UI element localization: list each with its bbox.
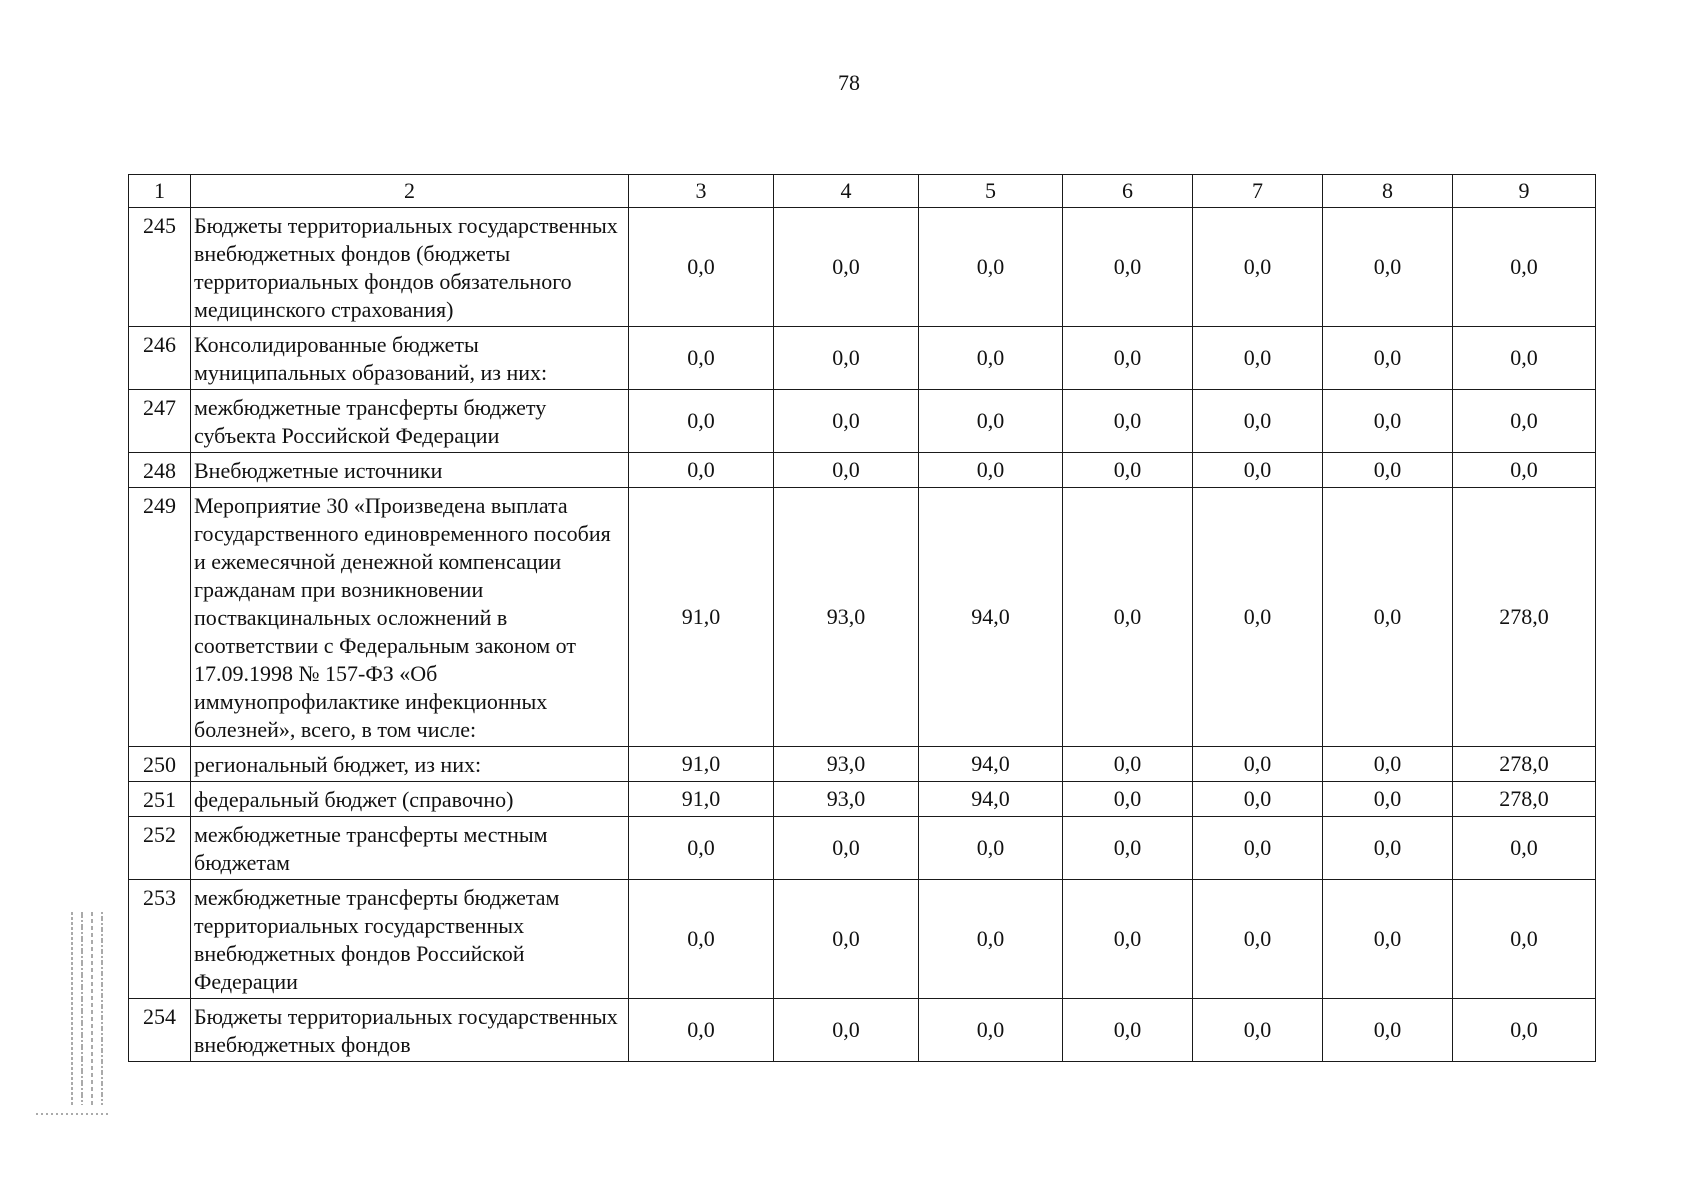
- value-cell-col-9: 0,0: [1453, 880, 1596, 999]
- row-name: межбюджетные трансферты бюджету субъекта Российской Федерации: [191, 390, 629, 453]
- value-cell-col-7: 0,0: [1193, 782, 1323, 817]
- row-number: 253: [129, 880, 191, 999]
- row-number: 250: [129, 747, 191, 782]
- value-cell-col-3: 0,0: [629, 880, 774, 999]
- value-cell-col-8: 0,0: [1323, 208, 1453, 327]
- value-cell-col-4: 0,0: [774, 817, 919, 880]
- row-number: 252: [129, 817, 191, 880]
- table-row: [129, 999, 1596, 1062]
- value-cell-col-9: 278,0: [1453, 488, 1596, 747]
- value-cell-col-5: 0,0: [919, 880, 1063, 999]
- value-cell-col-8: 0,0: [1323, 747, 1453, 782]
- value-cell-col-9: 278,0: [1453, 782, 1596, 817]
- value-cell-col-8: 0,0: [1323, 390, 1453, 453]
- table-row: [129, 208, 1596, 327]
- side-stamp-mark: [30, 900, 110, 1120]
- table-row: [129, 390, 1596, 453]
- row-number: 247: [129, 390, 191, 453]
- row-number: 251: [129, 782, 191, 817]
- value-cell-col-5: 0,0: [919, 208, 1063, 327]
- value-cell-col-8: 0,0: [1323, 782, 1453, 817]
- value-cell-col-5: 0,0: [919, 999, 1063, 1062]
- value-cell-col-4: 0,0: [774, 208, 919, 327]
- value-cell-col-6: 0,0: [1063, 488, 1193, 747]
- value-cell-col-6: 0,0: [1063, 747, 1193, 782]
- table-row: [129, 817, 1596, 880]
- column-header-6: 6: [1063, 175, 1193, 208]
- value-cell-col-4: 0,0: [774, 327, 919, 390]
- value-cell-col-4: 0,0: [774, 999, 919, 1062]
- value-cell-col-3: 91,0: [629, 488, 774, 747]
- value-cell-col-4: 93,0: [774, 488, 919, 747]
- column-header-2: 2: [191, 175, 629, 208]
- column-header-7: 7: [1193, 175, 1323, 208]
- value-cell-col-3: 0,0: [629, 453, 774, 488]
- value-cell-col-4: 93,0: [774, 782, 919, 817]
- row-number: 249: [129, 488, 191, 747]
- value-cell-col-8: 0,0: [1323, 327, 1453, 390]
- row-name: межбюджетные трансферты бюджетам территориальных государственных внебюджетных фондов Российской Федерации: [191, 880, 629, 999]
- row-name: региональный бюджет, из них:: [191, 747, 629, 782]
- header-row: [129, 175, 1596, 208]
- row-name: Мероприятие 30 «Произведена выплата государственного единовременного пособия и ежемесячной денежной компенсации гражданам при возникновении поствакцинальных осложнений в соответствии с Федеральным законом от 17.09.1998 № 157-ФЗ «Об иммунопрофилактике инфекционных болезней», всего, в том числе:: [191, 488, 629, 747]
- value-cell-col-8: 0,0: [1323, 999, 1453, 1062]
- value-cell-col-9: 0,0: [1453, 817, 1596, 880]
- table-header: [129, 175, 1596, 208]
- row-name: Бюджеты территориальных государственных внебюджетных фондов (бюджеты территориальных фондов обязательного медицинского страхования): [191, 208, 629, 327]
- value-cell-col-6: 0,0: [1063, 880, 1193, 999]
- table-row: [129, 488, 1596, 747]
- value-cell-col-3: 91,0: [629, 747, 774, 782]
- value-cell-col-4: 0,0: [774, 880, 919, 999]
- row-number: 248: [129, 453, 191, 488]
- value-cell-col-5: 94,0: [919, 782, 1063, 817]
- table-body: [129, 208, 1596, 1062]
- column-header-5: 5: [919, 175, 1063, 208]
- table-row: [129, 747, 1596, 782]
- value-cell-col-9: 278,0: [1453, 747, 1596, 782]
- value-cell-col-6: 0,0: [1063, 999, 1193, 1062]
- value-cell-col-7: 0,0: [1193, 817, 1323, 880]
- value-cell-col-3: 91,0: [629, 782, 774, 817]
- value-cell-col-5: 0,0: [919, 327, 1063, 390]
- row-number: 245: [129, 208, 191, 327]
- table-row: [129, 453, 1596, 488]
- value-cell-col-6: 0,0: [1063, 453, 1193, 488]
- page-number: 78: [838, 70, 860, 95]
- value-cell-col-6: 0,0: [1063, 208, 1193, 327]
- value-cell-col-4: 93,0: [774, 747, 919, 782]
- value-cell-col-6: 0,0: [1063, 817, 1193, 880]
- value-cell-col-3: 0,0: [629, 208, 774, 327]
- column-header-1: 1: [129, 175, 191, 208]
- value-cell-col-5: 94,0: [919, 488, 1063, 747]
- value-cell-col-6: 0,0: [1063, 327, 1193, 390]
- row-name: федеральный бюджет (справочно): [191, 782, 629, 817]
- value-cell-col-5: 94,0: [919, 747, 1063, 782]
- table-row: [129, 880, 1596, 999]
- budget-table: [128, 174, 1596, 1062]
- value-cell-col-5: 0,0: [919, 817, 1063, 880]
- value-cell-col-8: 0,0: [1323, 453, 1453, 488]
- value-cell-col-9: 0,0: [1453, 453, 1596, 488]
- value-cell-col-9: 0,0: [1453, 327, 1596, 390]
- column-header-3: 3: [629, 175, 774, 208]
- value-cell-col-9: 0,0: [1453, 999, 1596, 1062]
- value-cell-col-3: 0,0: [629, 999, 774, 1062]
- row-name: Консолидированные бюджеты муниципальных образований, из них:: [191, 327, 629, 390]
- row-name: Внебюджетные источники: [191, 453, 629, 488]
- value-cell-col-3: 0,0: [629, 817, 774, 880]
- value-cell-col-6: 0,0: [1063, 782, 1193, 817]
- table-row: [129, 782, 1596, 817]
- value-cell-col-8: 0,0: [1323, 488, 1453, 747]
- value-cell-col-7: 0,0: [1193, 488, 1323, 747]
- value-cell-col-7: 0,0: [1193, 390, 1323, 453]
- table-row: [129, 327, 1596, 390]
- value-cell-col-9: 0,0: [1453, 208, 1596, 327]
- value-cell-col-3: 0,0: [629, 390, 774, 453]
- value-cell-col-7: 0,0: [1193, 208, 1323, 327]
- column-header-9: 9: [1453, 175, 1596, 208]
- row-name: Бюджеты территориальных государственных внебюджетных фондов: [191, 999, 629, 1062]
- column-header-4: 4: [774, 175, 919, 208]
- value-cell-col-4: 0,0: [774, 453, 919, 488]
- value-cell-col-6: 0,0: [1063, 390, 1193, 453]
- value-cell-col-8: 0,0: [1323, 817, 1453, 880]
- value-cell-col-9: 0,0: [1453, 390, 1596, 453]
- value-cell-col-3: 0,0: [629, 327, 774, 390]
- value-cell-col-7: 0,0: [1193, 327, 1323, 390]
- row-name: межбюджетные трансферты местным бюджетам: [191, 817, 629, 880]
- value-cell-col-4: 0,0: [774, 390, 919, 453]
- value-cell-col-8: 0,0: [1323, 880, 1453, 999]
- value-cell-col-5: 0,0: [919, 390, 1063, 453]
- column-header-8: 8: [1323, 175, 1453, 208]
- value-cell-col-7: 0,0: [1193, 747, 1323, 782]
- row-number: 254: [129, 999, 191, 1062]
- value-cell-col-5: 0,0: [919, 453, 1063, 488]
- value-cell-col-7: 0,0: [1193, 453, 1323, 488]
- value-cell-col-7: 0,0: [1193, 880, 1323, 999]
- row-number: 246: [129, 327, 191, 390]
- value-cell-col-7: 0,0: [1193, 999, 1323, 1062]
